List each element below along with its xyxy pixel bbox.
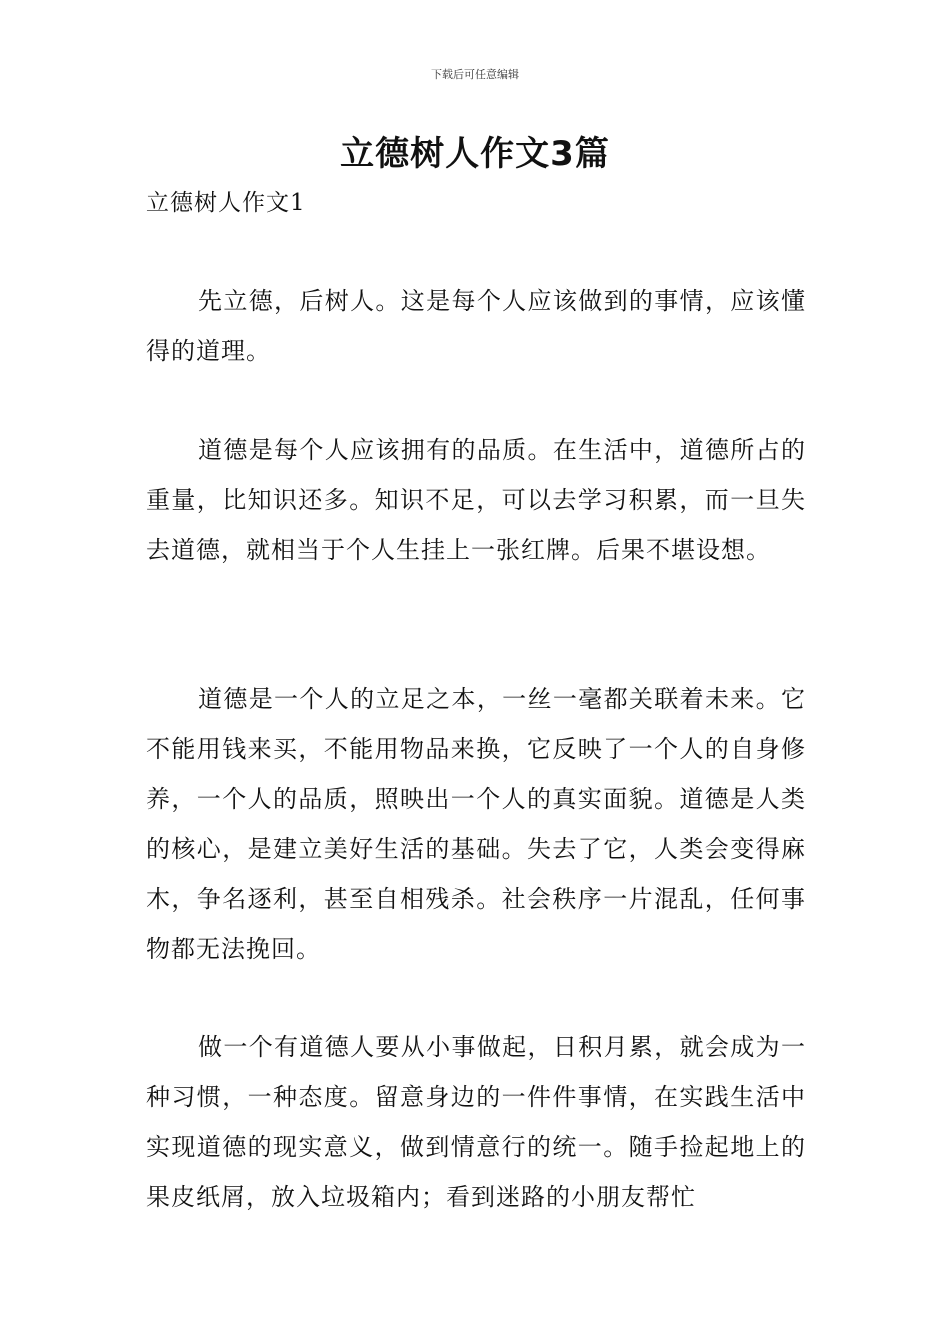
header-note: 下载后可任意编辑 <box>431 68 519 81</box>
document-title: 立德树人作文3篇 <box>340 134 610 174</box>
paragraph-4: 做一个有道德人要从小事做起，日积月累，就会成为一种习惯，一种态度。留意身边的一件件事情，在实践生活中实现道德的现实意义，做到情意行的统一。随手捡起地上的果皮纸屑，放入垃圾箱内；看到迷路的小朋友帮忙 <box>146 1033 806 1211</box>
section-title: 立德树人作文1 <box>146 190 306 216</box>
paragraph-3: 道德是一个人的立足之本，一丝一毫都关联着未来。它不能用钱来买，不能用物品来换，它反映了一个人的自身修养，一个人的品质，照映出一个人的真实面貌。道德是人类的核心，是建立美好生活的基础。失去了它，人类会变得麻木，争名逐利，甚至自相残杀。社会秩序一片混乱，任何事物都无法挽回。 <box>146 685 806 963</box>
paragraph-2: 道德是每个人应该拥有的品质。在生活中，道德所占的重量，比知识还多。知识不足，可以去学习积累，而一旦失去道德，就相当于个人生挂上一张红牌。后果不堪设想。 <box>146 436 806 564</box>
paragraph-1: 先立德，后树人。这是每个人应该做到的事情，应该懂得的道理。 <box>146 287 806 365</box>
